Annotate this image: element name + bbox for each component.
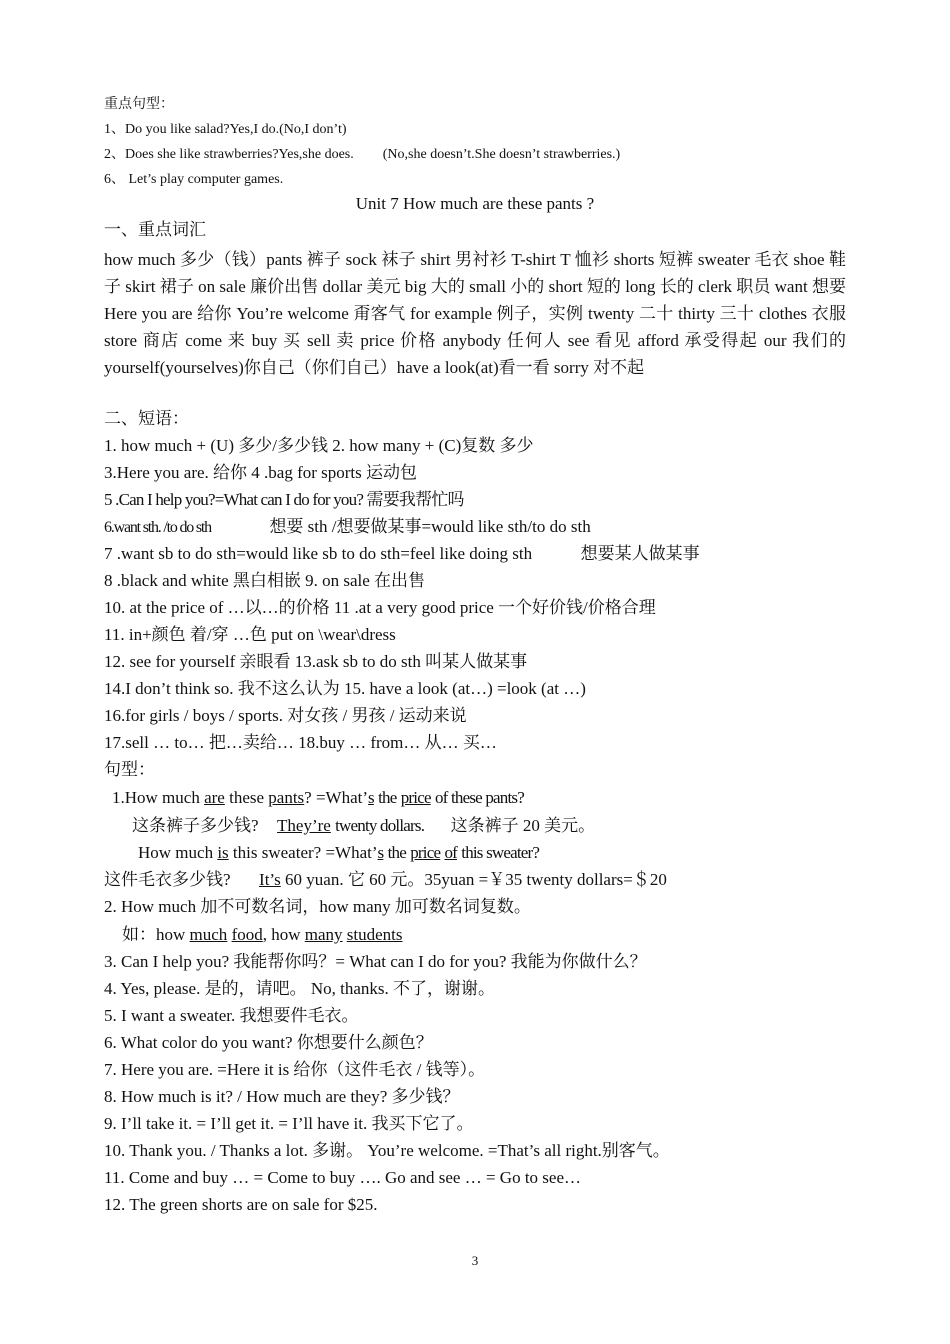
phrase-item: 14.I don’t think so. 我不这么认为 15. have a look (at…) =look (at …) <box>104 679 586 698</box>
pattern-1-question <box>112 787 524 809</box>
phrase-item <box>104 543 700 565</box>
pattern-item: 11. Come and buy … = Come to buy …. Go and see … = Go to see… <box>104 1168 582 1187</box>
pattern-item: 8. How much is it? / How much are they? 多少钱？ <box>104 1087 460 1106</box>
pattern-item: 3. Can I help you? 我能帮你吗？= What can I do for you? 我能为你做什么？ <box>104 952 647 971</box>
pattern-text: , how <box>262 925 301 944</box>
pattern-underlined: pants <box>268 788 305 807</box>
phrase-item: 10. at the price of …以…的价格 11 .at a very good price 一个好价钱/价格合理 <box>104 598 656 617</box>
pattern-cn: 这条裤子 20 美元。 <box>450 816 596 835</box>
phrase-item: 3.Here you are. 给你 4 .bag for sports 运动包 <box>104 463 418 482</box>
vocab-paragraph: how much 多少（钱）pants 裤子 sock 袜子 shirt 男衬衫 T-shirt T 恤衫 shorts 短裤 sweater 毛衣 shoe 鞋子 skirt 裙子 on sale 廉价出售 dollar 美元 big 大的 small 小的 short 短的 long 长的 clerk 职员 want 想要 Here you are 给你 You’re welcome 甭客气 for example 例子，实例 twenty 二十 thirty 三十 clothes 衣服 store 商店 come 来 buy 买 sell 卖 price 价格 anybody 任何人 see 看见 afford 承受得起 our 我们的 yourself(yourselves)你自己（你们自己）have a look(at)看一看 sorry 对不起 <box>104 250 846 377</box>
phrase-item: 5 .Can I help you?=What can I do for you? 需要我帮忙吗 <box>104 490 464 509</box>
pattern-text: this sweater? <box>461 843 540 862</box>
phrase-6-en: 6.want sth. /to do sth <box>104 519 211 536</box>
phrase-item: 11. in+颜色 着/穿 …色 put on \wear\dress <box>104 625 396 644</box>
phrase-item: 1. how much + (U) 多少/多少钱 2. how many + (C)复数 多少 <box>104 436 534 455</box>
pattern-underlined: are <box>204 788 225 807</box>
pattern-text: 1.How much <box>112 788 200 807</box>
pattern-cn: 这条裤子多少钱? <box>132 816 259 835</box>
pattern-underlined: students <box>346 925 403 944</box>
vocab-heading: 一、重点词汇 <box>104 220 206 239</box>
pattern-text: the <box>378 788 397 807</box>
phrase-item: 8 .black and white 黑白相嵌 9. on sale 在出售 <box>104 571 426 590</box>
phrases-heading: 二、短语： <box>104 409 189 428</box>
pattern-1-sweater <box>138 842 539 864</box>
key-sentence-2 <box>104 144 620 166</box>
phrase-7-cn: 想要某人做某事 <box>580 544 700 563</box>
pattern-underlined: price <box>400 788 431 807</box>
pattern-underlined: s <box>368 788 374 807</box>
pattern-item: 6. What color do you want? 你想要什么颜色？ <box>104 1033 433 1052</box>
pattern-2-example <box>122 924 403 946</box>
pattern-underlined: is <box>217 843 229 862</box>
phrase-item: 12. see for yourself 亲眼看 13.ask sb to do sth 叫某人做某事 <box>104 652 528 671</box>
phrase-item <box>104 516 591 539</box>
pattern-text: ? =What’ <box>304 788 369 807</box>
key-sentence-6: 6、 Let’s play computer games. <box>104 172 284 187</box>
pattern-underlined: food <box>231 925 263 944</box>
key-sentence-2-answer: (No,she doesn’t.She doesn’t strawberries.) <box>382 147 621 162</box>
pattern-text: twenty dollars. <box>335 816 425 835</box>
pattern-1-price <box>104 869 667 891</box>
pattern-text: this sweater? =What’ <box>232 843 378 862</box>
key-sentence-1: 1、Do you like salad?Yes,I do.(No,I don’t) <box>104 122 347 137</box>
pattern-item: 7. Here you are. =Here it is 给你（这件毛衣 / 钱等）。 <box>104 1060 486 1079</box>
phrase-7-en: 7 .want sb to do sth=would like sb to do sth=feel like doing sth <box>104 544 533 563</box>
pattern-cn: 这件毛衣多少钱? <box>104 870 231 889</box>
pattern-underlined: of <box>444 843 458 862</box>
phrase-6-cn: 想要 sth /想要做某事=would like sth/to do sth <box>269 517 591 536</box>
pattern-underlined: s <box>377 843 384 862</box>
pattern-text: of these pants? <box>434 788 524 807</box>
pattern-underlined: many <box>304 925 343 944</box>
pattern-text: these <box>229 788 265 807</box>
phrase-item: 17.sell … to… 把…卖给… 18.buy … from… 从… 买… <box>104 733 497 752</box>
page-number: 3 <box>471 1253 479 1268</box>
key-sentence-2-text: 2、Does she like strawberries?Yes,she does. <box>104 147 354 162</box>
pattern-item: 5. I want a sweater. 我想要件毛衣。 <box>104 1006 359 1025</box>
unit-title: Unit 7 How much are these pants ? <box>355 194 595 213</box>
pattern-item: 4. Yes, please. 是的，请吧。 No, thanks. 不了，谢谢。 <box>104 979 495 998</box>
key-sentences-heading: 重点句型： <box>104 97 174 112</box>
pattern-text: the <box>387 843 406 862</box>
pattern-item: 10. Thank you. / Thanks a lot. 多谢。 You’re welcome. =That’s all right.别客气。 <box>104 1141 670 1160</box>
pattern-text: How much <box>138 843 214 862</box>
pattern-2: 2. How much 加不可数名词，how many 加可数名词复数。 <box>104 897 531 916</box>
pattern-item: 12. The green shorts are on sale for $25. <box>104 1195 378 1214</box>
pattern-underlined: much <box>189 925 228 944</box>
pattern-1-answer <box>132 815 595 837</box>
pattern-text: 60 yuan. 它 60 元。35yuan =￥35 twenty dollars=＄20 <box>285 870 667 889</box>
pattern-item: 9. I’ll take it. = I’ll get it. = I’ll have it. 我买下它了。 <box>104 1114 474 1133</box>
patterns-heading: 句型： <box>104 760 155 779</box>
pattern-text: 如：how <box>122 925 186 944</box>
pattern-underlined: They’re <box>277 816 331 835</box>
pattern-underlined: It’s <box>259 870 281 889</box>
pattern-underlined: price <box>410 843 441 862</box>
phrase-item: 16.for girls / boys / sports. 对女孩 / 男孩 / 运动来说 <box>104 706 467 725</box>
